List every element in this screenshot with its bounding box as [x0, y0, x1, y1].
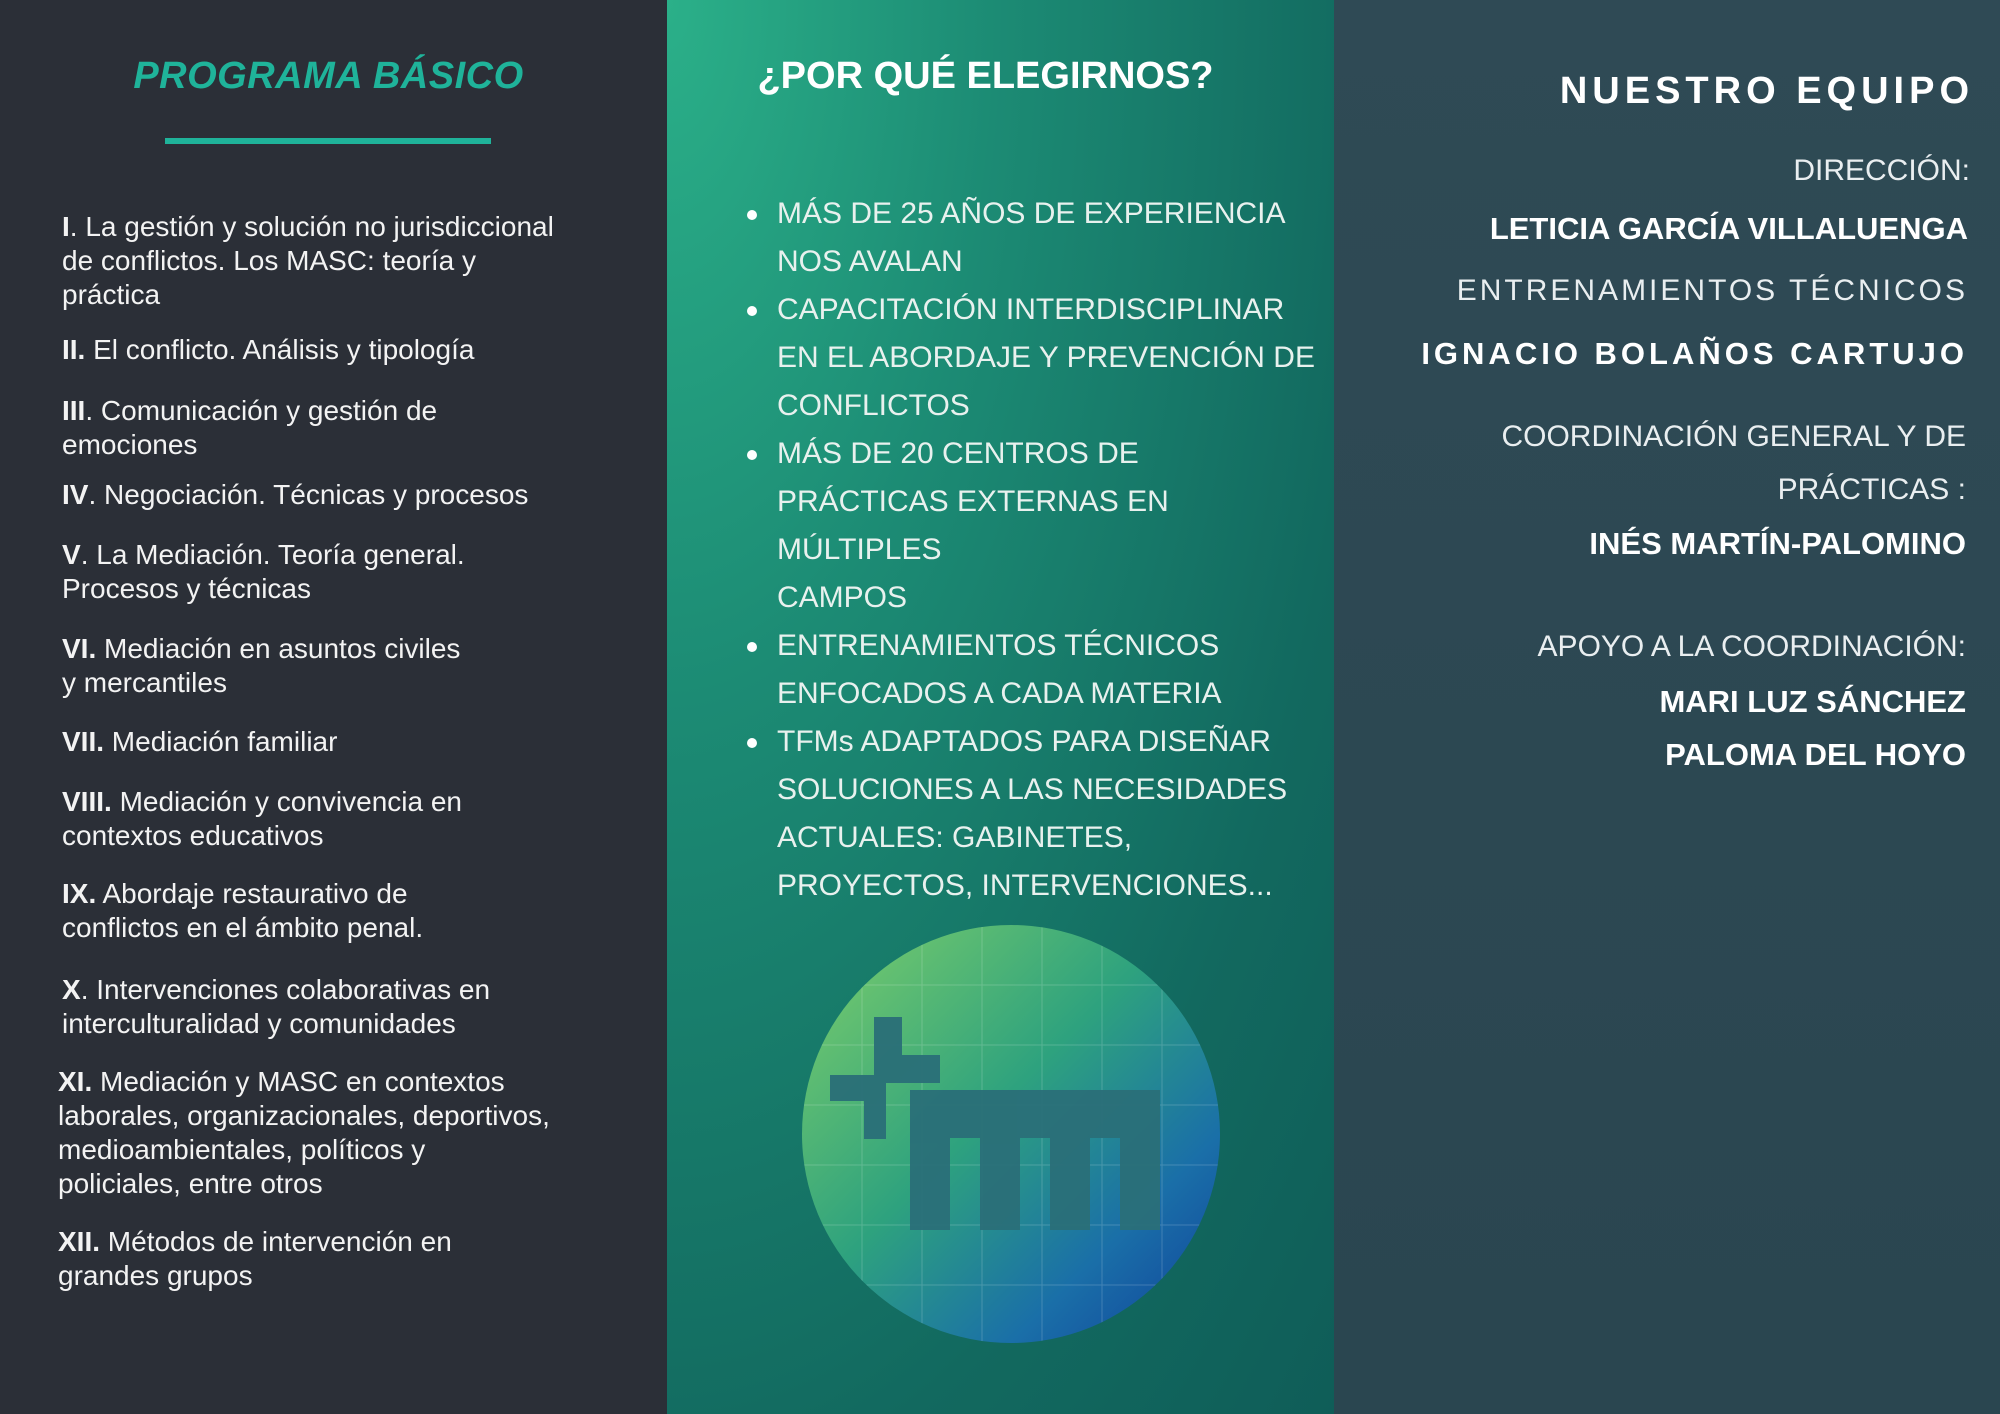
module-text: Comunicación y gestión de: [93, 395, 438, 426]
mediation-globe-logo-icon: [802, 925, 1220, 1343]
module-separator: .: [85, 395, 94, 426]
module-text: laborales, organizacionales, deportivos,: [58, 1100, 550, 1131]
why-item-text: PROYECTOS, INTERVENCIONES...: [777, 869, 1273, 902]
module-text: Mediación y convivencia en: [111, 786, 462, 817]
module-text: policiales, entre otros: [58, 1168, 323, 1199]
why-list: [777, 190, 1322, 910]
module-text: Mediación familiar: [104, 726, 338, 757]
why-item-text: PRÁCTICAS EXTERNAS EN MÚLTIPLES: [777, 485, 1169, 566]
module-separator: .: [80, 974, 89, 1005]
module-item: [62, 210, 554, 312]
module-number: VII.: [62, 726, 105, 757]
why-item-text: ENFOCADOS A CADA MATERIA: [777, 677, 1222, 710]
module-item: [62, 478, 528, 512]
module-number: VIII.: [62, 786, 112, 817]
module-text: La Mediación. Teoría general.: [88, 539, 465, 570]
module-text: medioambientales, políticos y: [58, 1134, 426, 1165]
why-item-text: EN EL ABORDAJE Y PREVENCIÓN DE: [777, 341, 1315, 374]
module-separator: .: [69, 211, 78, 242]
module-item: [62, 333, 474, 367]
module-text: Procesos y técnicas: [62, 573, 311, 604]
apoyo-name-1: MARI LUZ SÁNCHEZ: [1659, 684, 1966, 719]
entrenamientos-label: ENTRENAMIENTOS TÉCNICOS: [1456, 274, 1968, 307]
why-item-text: TFMs ADAPTADOS PARA DISEÑAR: [777, 725, 1271, 758]
why-item-text: MÁS DE 20 CENTROS DE: [777, 437, 1139, 470]
module-item: [62, 785, 462, 853]
bullet-icon: [747, 210, 757, 220]
module-separator: .: [80, 539, 89, 570]
team-panel: [1334, 0, 2000, 1414]
why-item-text: MÁS DE 25 AÑOS DE EXPERIENCIA: [777, 197, 1286, 230]
module-item: [62, 538, 465, 606]
module-number: I: [62, 211, 70, 242]
why-item-text: ACTUALES: GABINETES,: [777, 821, 1133, 854]
module-text: Mediación en asuntos civiles: [96, 633, 461, 664]
why-item-text: CONFLICTOS: [777, 389, 970, 422]
module-separator: .: [88, 479, 97, 510]
module-number: IX.: [62, 878, 97, 909]
direccion-label: DIRECCIÓN:: [1793, 154, 1970, 187]
why-item-text: CAMPOS: [777, 581, 908, 614]
module-text: Negociación. Técnicas y procesos: [96, 479, 529, 510]
entrenamientos-name: IGNACIO BOLAÑOS CARTUJO: [1421, 336, 1968, 371]
module-text: práctica: [62, 279, 161, 310]
why-item-text: NOS AVALAN: [777, 245, 963, 278]
module-number: IV: [62, 479, 89, 510]
program-title: PROGRAMA BÁSICO: [133, 55, 524, 97]
module-text: Mediación y MASC en contextos: [92, 1066, 505, 1097]
why-title: ¿POR QUÉ ELEGIRNOS?: [757, 55, 1214, 97]
coordinacion-label-1: COORDINACIÓN GENERAL Y DE: [1501, 420, 1966, 453]
module-number: III: [62, 395, 86, 426]
module-text: conflictos en el ámbito penal.: [62, 912, 424, 943]
module-number: XII.: [58, 1226, 101, 1257]
program-panel: [0, 0, 667, 1414]
module-item: [62, 725, 337, 759]
why-item-text: CAPACITACIÓN INTERDISCIPLINAR: [777, 293, 1285, 326]
module-text: contextos educativos: [62, 820, 324, 851]
module-text: y mercantiles: [62, 667, 227, 698]
why-item: [777, 190, 1322, 286]
why-item: [777, 430, 1322, 622]
direccion-name: LETICIA GARCÍA VILLALUENGA: [1489, 211, 1968, 246]
module-item: [62, 877, 423, 945]
module-text: interculturalidad y comunidades: [62, 1008, 456, 1039]
module-text: grandes grupos: [58, 1260, 253, 1291]
module-item: [58, 1225, 452, 1293]
coordinacion-name: INÉS MARTÍN-PALOMINO: [1589, 526, 1966, 561]
why-item-text: SOLUCIONES A LAS NECESIDADES: [777, 773, 1288, 806]
bullet-icon: [747, 642, 757, 652]
why-item: [777, 622, 1322, 718]
bullet-icon: [747, 450, 757, 460]
module-text: Intervenciones colaborativas en: [88, 974, 491, 1005]
module-text: La gestión y solución no jurisdiccional: [77, 211, 554, 242]
why-item: [777, 718, 1322, 910]
module-number: II.: [62, 334, 86, 365]
module-item: [62, 973, 490, 1041]
why-panel: [667, 0, 1334, 1414]
module-item: [62, 632, 460, 700]
bullet-icon: [747, 306, 757, 316]
module-item: [58, 1065, 550, 1201]
apoyo-name-2: PALOMA DEL HOYO: [1665, 737, 1966, 772]
module-text: Abordaje restaurativo de: [96, 878, 408, 909]
bullet-icon: [747, 738, 757, 748]
module-number: V: [62, 539, 81, 570]
module-text: El conflicto. Análisis y tipología: [85, 334, 475, 365]
module-number: VI.: [62, 633, 97, 664]
why-item: [777, 286, 1322, 430]
module-number: X: [62, 974, 81, 1005]
module-item: [62, 394, 437, 462]
team-title: NUESTRO EQUIPO: [1559, 70, 1974, 112]
module-text: Métodos de intervención en: [100, 1226, 452, 1257]
why-item-text: ENTRENAMIENTOS TÉCNICOS: [777, 629, 1220, 662]
module-text: de conflictos. Los MASC: teoría y: [62, 245, 476, 276]
module-number: XI.: [58, 1066, 93, 1097]
coordinacion-label-2: PRÁCTICAS :: [1777, 473, 1966, 506]
module-text: emociones: [62, 429, 198, 460]
apoyo-label: APOYO A LA COORDINACIÓN:: [1537, 630, 1966, 663]
title-underline: [165, 138, 491, 144]
